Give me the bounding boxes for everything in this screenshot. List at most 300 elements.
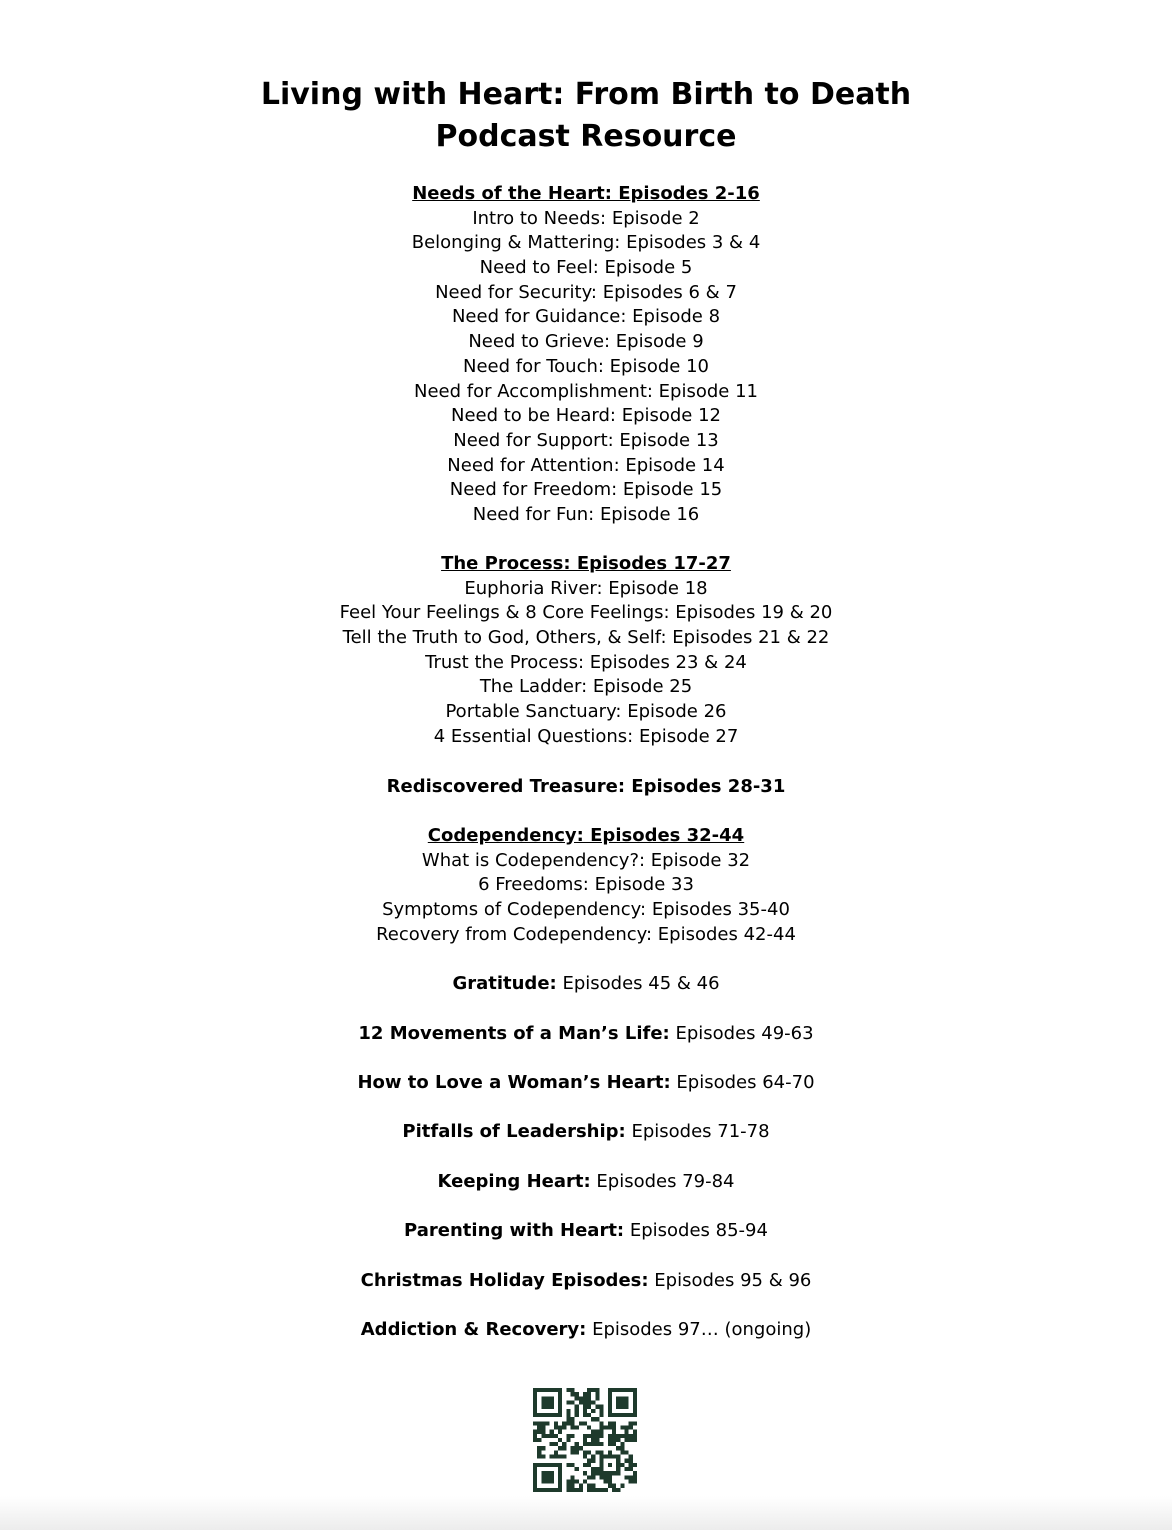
qr-module [608, 1405, 612, 1409]
series-love-woman [0, 1071, 1172, 1096]
qr-module [554, 1488, 558, 1492]
qr-module [608, 1413, 612, 1417]
needs-item: Need for Support: Episode 13 [453, 429, 719, 451]
qr-module [616, 1405, 620, 1409]
qr-module [566, 1480, 570, 1484]
qr-module [633, 1396, 637, 1400]
qr-module [566, 1400, 570, 1404]
qr-module [600, 1471, 604, 1475]
qr-module [583, 1421, 587, 1425]
qr-module [616, 1467, 620, 1471]
series-episodes: Episodes 45 & 46 [556, 973, 720, 994]
series-addiction [0, 1318, 1172, 1343]
series-episodes: Episodes 49-63 [669, 1023, 814, 1044]
qr-module [579, 1421, 583, 1425]
qr-module [575, 1392, 579, 1396]
needs-item: Need for Freedom: Episode 15 [449, 479, 723, 501]
qr-module [608, 1475, 612, 1479]
qr-module [583, 1400, 587, 1404]
qr-module [595, 1442, 599, 1446]
qr-module [570, 1400, 574, 1404]
qr-module [533, 1471, 537, 1475]
qr-module [583, 1405, 587, 1409]
qr-module [629, 1421, 633, 1425]
qr-module [608, 1471, 612, 1475]
qr-module [587, 1442, 591, 1446]
qr-module [629, 1438, 633, 1442]
qr-module [604, 1480, 608, 1484]
qr-module [587, 1413, 591, 1417]
process-item: Euphoria River: Episode 18 [464, 577, 708, 599]
qr-module [566, 1434, 570, 1438]
qr-module [591, 1484, 595, 1488]
process-item: Portable Sanctuary: Episode 26 [445, 701, 727, 723]
qr-module [600, 1430, 604, 1434]
qr-module [595, 1392, 599, 1396]
qr-module [587, 1488, 591, 1492]
qr-module [554, 1450, 558, 1454]
qr-module [579, 1396, 583, 1400]
process-item: 4 Essential Questions: Episode 27 [433, 725, 739, 747]
qr-module [579, 1400, 583, 1404]
qr-module [533, 1405, 537, 1409]
qr-module [566, 1484, 570, 1488]
qr-module [595, 1471, 599, 1475]
qr-module [545, 1405, 549, 1409]
qr-module [587, 1392, 591, 1396]
qr-module [550, 1455, 554, 1459]
qr-module [545, 1413, 549, 1417]
qr-module [541, 1455, 545, 1459]
qr-module [550, 1488, 554, 1492]
qr-module [600, 1405, 604, 1409]
qr-module [591, 1459, 595, 1463]
qr-module [633, 1480, 637, 1484]
needs-section [0, 182, 1172, 528]
qr-module [629, 1463, 633, 1467]
qr-module [550, 1434, 554, 1438]
qr-module [550, 1471, 554, 1475]
qr-module [600, 1421, 604, 1425]
qr-module [616, 1434, 620, 1438]
qr-module [533, 1409, 537, 1413]
qr-module [562, 1455, 566, 1459]
qr-module [541, 1480, 545, 1484]
qr-module [558, 1392, 562, 1396]
qr-module [612, 1484, 616, 1488]
qr-module [600, 1425, 604, 1429]
series-man-movements [0, 1022, 1172, 1047]
qr-module [558, 1471, 562, 1475]
qr-module [587, 1463, 591, 1467]
qr-module [620, 1413, 624, 1417]
qr-module [612, 1471, 616, 1475]
qr-module [558, 1405, 562, 1409]
qr-module [579, 1484, 583, 1488]
needs-item: Need to Grieve: Episode 9 [468, 331, 704, 353]
qr-module [558, 1463, 562, 1467]
qr-module [608, 1425, 612, 1429]
qr-module [600, 1434, 604, 1438]
qr-module [558, 1467, 562, 1471]
qr-module [600, 1488, 604, 1492]
qr-module [612, 1425, 616, 1429]
qr-module [600, 1459, 604, 1463]
qr-module [633, 1471, 637, 1475]
qr-module [583, 1471, 587, 1475]
qr-module [533, 1413, 537, 1417]
page-title: Living with Heart: From Birth to Death [260, 77, 912, 112]
qr-module [550, 1396, 554, 1400]
qr-module [558, 1400, 562, 1404]
qr-module [537, 1430, 541, 1434]
page-bottom-shadow [0, 1496, 1172, 1530]
qr-module [595, 1434, 599, 1438]
qr-module [537, 1450, 541, 1454]
qr-module [620, 1388, 624, 1392]
qr-module [541, 1475, 545, 1479]
qr-module [629, 1434, 633, 1438]
qr-module [575, 1488, 579, 1492]
qr-module [554, 1388, 558, 1392]
qr-module [570, 1450, 574, 1454]
qr-module [558, 1475, 562, 1479]
qr-module [608, 1484, 612, 1488]
qr-module [550, 1388, 554, 1392]
needs-item: Need for Attention: Episode 14 [447, 454, 725, 476]
process-heading: The Process: Episodes 17-27 [441, 553, 731, 574]
qr-module [591, 1467, 595, 1471]
qr-module [570, 1446, 574, 1450]
qr-module [541, 1413, 545, 1417]
qr-module [550, 1475, 554, 1479]
qr-module [587, 1400, 591, 1404]
qr-module [625, 1388, 629, 1392]
qr-module [554, 1442, 558, 1446]
qr-module [587, 1405, 591, 1409]
process-item: Trust the Process: Episodes 23 & 24 [425, 651, 747, 673]
qr-module [570, 1484, 574, 1488]
qr-module [558, 1388, 562, 1392]
qr-module [608, 1450, 612, 1454]
qr-module [566, 1388, 570, 1392]
qr-module [583, 1442, 587, 1446]
qr-module [591, 1409, 595, 1413]
qr-module [533, 1488, 537, 1492]
qr-module [558, 1425, 562, 1429]
qr-module [608, 1434, 612, 1438]
qr-module [620, 1484, 624, 1488]
needs-item: Belonging & Mattering: Episodes 3 & 4 [411, 232, 761, 254]
qr-module [595, 1450, 599, 1454]
process-item: Feel Your Feelings & 8 Core Feelings: Episodes 19 & 20 [339, 602, 833, 624]
qr-module [612, 1388, 616, 1392]
qr-module [570, 1421, 574, 1425]
qr-module [583, 1413, 587, 1417]
qr-module [545, 1471, 549, 1475]
qr-module [562, 1442, 566, 1446]
qr-module [537, 1425, 541, 1429]
qr-module [541, 1488, 545, 1492]
qr-module [629, 1455, 633, 1459]
qr-module [600, 1413, 604, 1417]
qr-module [591, 1400, 595, 1404]
qr-module [554, 1425, 558, 1429]
qr-module [583, 1480, 587, 1484]
series-label: How to Love a Woman’s Heart: [357, 1072, 671, 1093]
qr-module [608, 1442, 612, 1446]
qr-module [566, 1488, 570, 1492]
qr-module [541, 1430, 545, 1434]
qr-module [612, 1488, 616, 1492]
series-label: Addiction & Recovery: [360, 1319, 587, 1340]
qr-module [541, 1425, 545, 1429]
codependency-item: Symptoms of Codependency: Episodes 35-40 [382, 899, 790, 921]
qr-module [616, 1446, 620, 1450]
qr-module [570, 1417, 574, 1421]
qr-module [537, 1421, 541, 1425]
qr-module [583, 1463, 587, 1467]
qr-module [591, 1417, 595, 1421]
qr-module [575, 1467, 579, 1471]
qr-module [608, 1392, 612, 1396]
qr-module [550, 1400, 554, 1404]
process-item: The Ladder: Episode 25 [479, 676, 693, 698]
qr-module [570, 1488, 574, 1492]
qr-module [600, 1467, 604, 1471]
qr-module [612, 1438, 616, 1442]
qr-module [562, 1421, 566, 1425]
qr-module [537, 1388, 541, 1392]
treasure-heading: Rediscovered Treasure: Episodes 28-31 [386, 776, 786, 797]
qr-module [625, 1425, 629, 1429]
qr-module [545, 1421, 549, 1425]
qr-module [554, 1463, 558, 1467]
qr-module [537, 1438, 541, 1442]
qr-module [616, 1396, 620, 1400]
qr-module [633, 1413, 637, 1417]
qr-module [625, 1430, 629, 1434]
qr-module [587, 1396, 591, 1400]
qr-module [616, 1471, 620, 1475]
qr-module [591, 1434, 595, 1438]
series-gratitude [0, 972, 1172, 997]
qr-module [550, 1463, 554, 1467]
codependency-item: What is Codependency?: Episode 32 [421, 849, 751, 871]
qr-module [545, 1434, 549, 1438]
qr-module [533, 1434, 537, 1438]
qr-module [566, 1409, 570, 1413]
qr-module [625, 1438, 629, 1442]
qr-module [541, 1446, 545, 1450]
qr-module [537, 1413, 541, 1417]
series-keeping-heart [0, 1170, 1172, 1195]
qr-module [558, 1409, 562, 1413]
qr-module [545, 1400, 549, 1404]
qr-module [541, 1463, 545, 1467]
qr-module [558, 1446, 562, 1450]
qr-module [587, 1434, 591, 1438]
qr-module [629, 1475, 633, 1479]
qr-module [608, 1421, 612, 1425]
qr-module [579, 1446, 583, 1450]
qr-module [550, 1413, 554, 1417]
series-episodes: Episodes 95 & 96 [648, 1270, 812, 1291]
qr-module [604, 1488, 608, 1492]
qr-module [591, 1438, 595, 1442]
qr-module [558, 1430, 562, 1434]
qr-module [566, 1417, 570, 1421]
qr-module [545, 1463, 549, 1467]
qr-module [545, 1388, 549, 1392]
qr-module [625, 1405, 629, 1409]
qr-module [587, 1388, 591, 1392]
qr-module [591, 1442, 595, 1446]
qr-module [608, 1400, 612, 1404]
series-parenting [0, 1219, 1172, 1244]
qr-module [633, 1392, 637, 1396]
qr-module [591, 1475, 595, 1479]
qr-module [566, 1438, 570, 1442]
qr-module [583, 1438, 587, 1442]
qr-module [595, 1417, 599, 1421]
qr-module [554, 1413, 558, 1417]
qr-module [625, 1459, 629, 1463]
qr-module [595, 1388, 599, 1392]
qr-module [591, 1455, 595, 1459]
qr-module [554, 1421, 558, 1425]
treasure-section [0, 775, 1172, 800]
qr-module [583, 1434, 587, 1438]
qr-module [533, 1484, 537, 1488]
qr-module [620, 1450, 624, 1454]
qr-module [533, 1438, 537, 1442]
series-label: Parenting with Heart: [404, 1220, 625, 1241]
qr-module [620, 1434, 624, 1438]
process-section [0, 552, 1172, 750]
series-leadership [0, 1120, 1172, 1145]
qr-module [533, 1467, 537, 1471]
qr-module [604, 1455, 608, 1459]
qr-module [616, 1413, 620, 1417]
codependency-item: Recovery from Codependency: Episodes 42-44 [376, 923, 796, 945]
qr-module [541, 1434, 545, 1438]
qr-module [620, 1425, 624, 1429]
page-subtitle: Podcast Resource [435, 119, 737, 154]
qr-module [558, 1480, 562, 1484]
qr-module [608, 1480, 612, 1484]
qr-module [591, 1430, 595, 1434]
qr-module [533, 1463, 537, 1467]
qr-module [616, 1388, 620, 1392]
qr-module [570, 1388, 574, 1392]
qr-module [541, 1400, 545, 1404]
qr-module [600, 1409, 604, 1413]
qr-module [616, 1400, 620, 1404]
qr-module [616, 1488, 620, 1492]
qr-module [554, 1455, 558, 1459]
qr-module [629, 1388, 633, 1392]
qr-module [570, 1392, 574, 1396]
qr-module [608, 1438, 612, 1442]
qr-module [595, 1430, 599, 1434]
qr-module [545, 1475, 549, 1479]
qr-module [633, 1405, 637, 1409]
qr-module [541, 1421, 545, 1425]
qr-module [620, 1446, 624, 1450]
qr-module [550, 1442, 554, 1446]
qr-module [616, 1463, 620, 1467]
qr-module [533, 1430, 537, 1434]
qr-module [625, 1413, 629, 1417]
qr-module [608, 1463, 612, 1467]
qr-module [595, 1405, 599, 1409]
qr-module [575, 1396, 579, 1400]
qr-module [558, 1438, 562, 1442]
qr-module [600, 1455, 604, 1459]
qr-module [620, 1442, 624, 1446]
series-christmas [0, 1269, 1172, 1294]
qr-module [587, 1459, 591, 1463]
qr-module [575, 1409, 579, 1413]
qr-module [608, 1409, 612, 1413]
qr-module [591, 1488, 595, 1492]
qr-module [583, 1409, 587, 1413]
qr-module [625, 1396, 629, 1400]
needs-heading: Needs of the Heart: Episodes 2-16 [412, 183, 760, 204]
qr-module [533, 1396, 537, 1400]
qr-code-icon[interactable] [533, 1388, 637, 1492]
qr-module [629, 1413, 633, 1417]
series-label: Gratitude: [452, 973, 557, 994]
qr-module [537, 1446, 541, 1450]
qr-module [620, 1405, 624, 1409]
qr-module [554, 1434, 558, 1438]
qr-module [570, 1475, 574, 1479]
qr-module [625, 1434, 629, 1438]
qr-module [558, 1488, 562, 1492]
qr-module [633, 1400, 637, 1404]
qr-module [587, 1425, 591, 1429]
qr-module [612, 1421, 616, 1425]
qr-module [625, 1467, 629, 1471]
series-episodes: Episodes 64-70 [670, 1072, 815, 1093]
qr-module [570, 1463, 574, 1467]
qr-module [550, 1430, 554, 1434]
qr-module [533, 1392, 537, 1396]
qr-module [600, 1450, 604, 1454]
qr-module [600, 1442, 604, 1446]
series-label: Keeping Heart: [437, 1171, 591, 1192]
needs-item: Need for Security: Episodes 6 & 7 [435, 281, 737, 303]
qr-module [545, 1480, 549, 1484]
qr-module [541, 1396, 545, 1400]
qr-module [583, 1455, 587, 1459]
qr-module [566, 1421, 570, 1425]
qr-module [558, 1396, 562, 1400]
qr-module [612, 1413, 616, 1417]
qr-module [541, 1405, 545, 1409]
series-label: Pitfalls of Leadership: [402, 1121, 626, 1142]
process-item: Tell the Truth to God, Others, & Self: Episodes 21 & 22 [342, 627, 830, 649]
qr-module [558, 1484, 562, 1488]
qr-module [612, 1442, 616, 1446]
qr-module [541, 1471, 545, 1475]
qr-module [620, 1463, 624, 1467]
qr-module [587, 1484, 591, 1488]
qr-module [533, 1421, 537, 1425]
qr-module [595, 1488, 599, 1492]
